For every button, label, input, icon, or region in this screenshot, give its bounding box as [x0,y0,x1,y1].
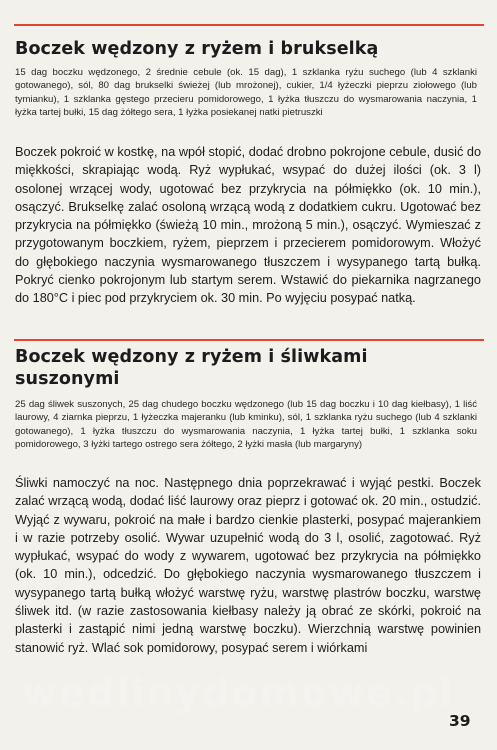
recipe-2-title-line-2: suszonymi [15,369,120,389]
recipe-1-ingredients: 15 dag boczku wędzonego, 2 średnie cebule (ok. 15 dag), 1 szklanka ryżu suchego (lub 4 szklanki gotowanego), sól, 80 dag brukselki świeżej (lub mrożonej), cukier, 1/4 łyżeczki pieprzu ziołowego (lub tymianku), 1 szklanka gęstego przecieru pomidorowego, 1 łyżka tłuszczu do wysmarowania naczynia, 1 łyżka tartej bułki, 15 dag żółtego sera, 1 łyżka posiekanej natki pietruszki [15,67,477,119]
recipe-2-ingredients: 25 dag śliwek suszonych, 25 dag chudego boczku wędzonego (lub 15 dag boczku i 10 dag kiełbasy), 1 liść laurowy, 4 ziarnka pieprzu, 1 łyżeczka majeranku (lub kminku), sól, 1 szklanka ryżu suchego (lub 4 szklanki gotowanego), 1 łyżka tłuszczu do wysmarowania naczynia, 1 łyżka tartej bułki, 1 szklanka soku pomidorowego, 3 łyżki tartego ostrego sera żółtego, 2 łyżki masła (lub margaryny) [15,399,477,451]
page-number: 39 [449,712,471,730]
site-watermark: wedlinydomowe.pl [22,671,455,715]
recipe-1-instructions: Boczek pokroić w kostkę, na wpół stopić, dodać drobno pokrojone cebule, dusić do miękkości, skrapiając wodą. Ryż wypłukać, wsypać do dużej ilości (ok. 3 l) osolonej wrzącej wody, ugotować bez przykrycia na półmiękko (ok. 10 min.), osączyć. Brukselkę zalać osoloną wrzącą wodą z dodatkiem cukru. Ugotować bez przykrycia na półmiękko (świeżą 10 min., mrożoną 5 min.), osączyć. Wymieszać z przygotowanym boczkiem, ryżem, pieprzem i przecierem pomidorowym. Włożyć do głębokiego naczynia wysmarowanego tłuszczem i wysypanego tartą bułką. Pokryć cienko pokrojonym lub startym serem. Wstawić do piekarnika nagrzanego do 180°C i piec pod przykryciem ok. 30 min. Po wyjęciu posypać natką. [15,145,481,306]
section-divider [14,339,484,341]
recipe-2-instructions: Śliwki namoczyć na noc. Następnego dnia poprzekrawać i wyjąć pestki. Boczek zalać wrzącą wodą, dodać liść laurowy oraz pieprz i gotować ok. 20 min., ostudzić. Wyjąć z wywaru, pokroić na małe i bardzo cienkie plasterki, posypać majerankiem i w razie potrzeby osolić. Wywar uzupełnić wodą do 3 l, osolić, zagotować. Ryż wypłukać, wsypać do wody z wywarem, ugotować bez przykrycia na półmiękko (ok. 10 min.), odcedzić. Do głębokiego naczynia wysmarowanego tłuszczem i wysypanego tartą bułką włożyć warstwę ryżu, warstwę plastrów boczku, warstwę śliwek itd. (w razie zastosowania kiełbasy należy ją obrać ze skórki, pokroić na plasterki i zastąpić nimi jedną warstwę boczku). Wierzchnią warstwę powinien stanowić ryż. Wlać sok pomidorowy, posypać serem i wiórkami [15,476,481,655]
top-divider [14,24,484,26]
recipe-2-title [15,346,368,390]
recipe-2-title-line-1: Boczek wędzony z ryżem i śliwkami [15,347,368,367]
recipe-1-title: Boczek wędzony z ryżem i brukselką [15,39,379,59]
